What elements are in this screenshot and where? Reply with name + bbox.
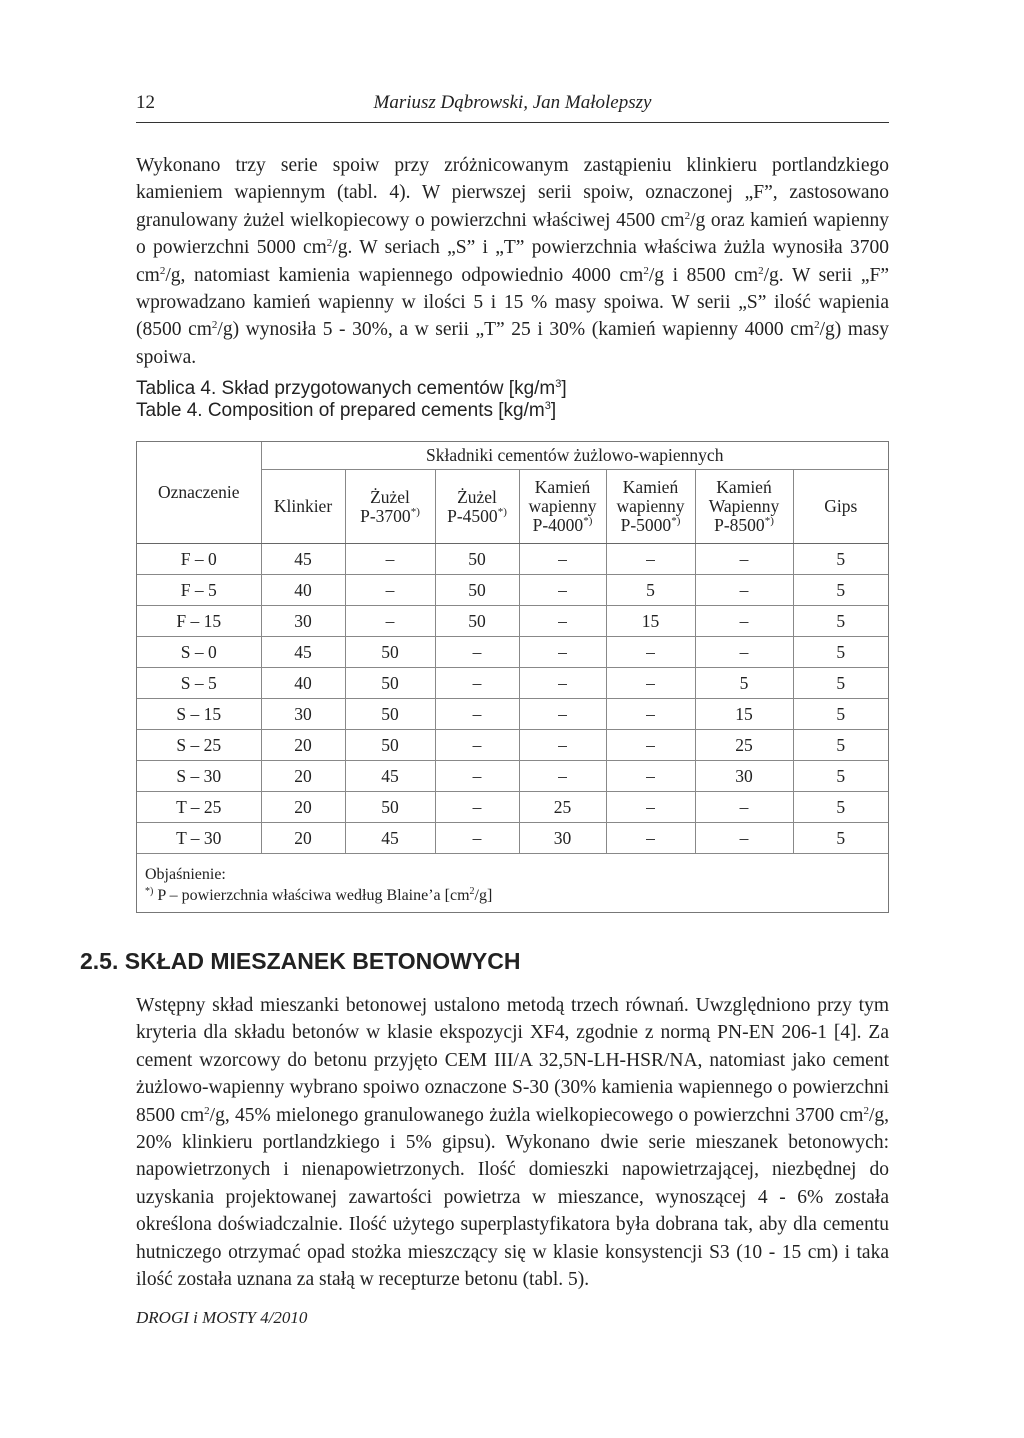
table-cell: –: [695, 606, 793, 637]
group-header: Składniki cementów żużlowo-wapiennych: [261, 442, 888, 470]
table-row: [137, 792, 888, 823]
table-cell: –: [695, 637, 793, 668]
table-cell: –: [695, 544, 793, 575]
table-cell: –: [435, 761, 519, 792]
table-cell: F – 5: [137, 575, 261, 606]
table-cell: –: [606, 544, 695, 575]
table-notes: [145, 864, 492, 906]
table-cell: 5: [606, 575, 695, 606]
composition-table: [137, 442, 888, 854]
table-cell: S – 15: [137, 699, 261, 730]
table-caption-pl: Tablica 4. Skład przygotowanych cementów $[kg/m^3]$: [136, 378, 567, 399]
table-cell: –: [345, 606, 435, 637]
table-cell: 30: [261, 606, 345, 637]
table-cell: 5: [793, 606, 888, 637]
col-header-designation: Oznaczenie: [137, 442, 261, 544]
table-cell: S – 5: [137, 668, 261, 699]
table-cell: 20: [261, 761, 345, 792]
table-cell: 50: [435, 606, 519, 637]
table-cell: –: [606, 823, 695, 854]
table-cell: –: [345, 575, 435, 606]
table-cell: 25: [695, 730, 793, 761]
table-cell: S – 30: [137, 761, 261, 792]
journal-footer: DROGI i MOSTY 4/2010: [136, 1308, 308, 1327]
col-header-limestone-8500: Kamień Wapienny P-8500*): [695, 470, 793, 544]
table-row: [137, 575, 888, 606]
table-cell: T – 25: [137, 792, 261, 823]
table-cell: –: [435, 730, 519, 761]
table-cell: –: [519, 575, 606, 606]
page-number: 12: [136, 92, 155, 113]
body-paragraph: Wstępny skład mieszanki betonowej ustalono metodą trzech równań. Uwzględniono przy tym kryteria dla składu betonów w klasie ekspozycji XF4, zgodnie z normą PN-EN 206-1 [4]. Za cement wzorcowy do betonu przyjęto CEM III/A 32,5N-LH-HSR/NA, natomiast jako cement żużlowo-wapienny wybrano spoiwo oznaczone S-30 (30% kamienia wapiennego o powierzchni 8500 $cm^2/g$, 45% mielonego granulowanego żużla wielkopiecowego o powierzchni 3700 $cm^2/g$, 20% klinkieru portlandzkiego i 5% gipsu). Wykonano dwie serie mieszanek betonowych: napowietrzonych i nienapowietrzonych. Ilość domieszki napowietrzającej, niezbędnej do uzyskania projektowanej zawartości powietrza w mieszance, wynoszącej 4 - 6% została określona doświadczalnie. Ilość użytego superplastyfikatora była dobrana tak, aby dla cementu hutniczego otrzymać opad stożka mieszczący się w klasie konsystencji S3 (10 - 15 cm) i taka ilość została uznana za stałą w recepturze betonu (tabl. 5).: [136, 995, 890, 1291]
table-row: [137, 823, 888, 854]
table-cell: –: [435, 699, 519, 730]
table-cell: 5: [793, 792, 888, 823]
table-cell: –: [519, 606, 606, 637]
table-cell: 40: [261, 668, 345, 699]
table-cell: –: [606, 668, 695, 699]
intro-paragraph: Wykonano trzy serie spoiw przy zróżnicowanym zastąpieniu klinkieru portlandzkiego kamieniem wapiennym (tabl. 4). W pierwszej serii spoiw, oznaczonej „F”, zastosowano granulowany żużel wielkopiecowy o powierzchni właściwej 4500 $cm^2/g$ oraz kamień wapienny o powierzchni 5000 $cm^2/g$. W seriach „S” i „T” powierzchnia właściwa żużla wynosiła 3700 $cm^2/g$, natomiast kamienia wapiennego odpowiednio 4000 $cm^2/g$ i 8500 $cm^2/g$. W serii „F” wprowadzano kamień wapienny w ilości 5 i 15 % masy spoiwa. W serii „S” ilość wapienia (8500 $cm^2/g$) wynosiła 5 - 30%, a w serii „T” 25 i 30% (kamień wapienny 4000 $cm^2/g$) masy spoiwa.: [136, 155, 889, 368]
table-row: [137, 544, 888, 575]
table-cell: –: [606, 761, 695, 792]
table-cell: 30: [519, 823, 606, 854]
table-row: [137, 606, 888, 637]
table-cell: –: [519, 730, 606, 761]
table-cell: 40: [261, 575, 345, 606]
note-blaine: *) P – powierzchnia właściwa według Blaine’a $[cm^2/g]$: [145, 886, 493, 904]
table-cell: 50: [345, 637, 435, 668]
table-cell: –: [435, 823, 519, 854]
running-header-authors: Mariusz Dąbrowski, Jan Małolepszy: [373, 92, 652, 113]
col-header-slag-3700: Żużel P-3700*): [345, 470, 435, 544]
table-cell: 15: [606, 606, 695, 637]
table-cell: F – 15: [137, 606, 261, 637]
table-cell: –: [606, 792, 695, 823]
table-cell: –: [519, 637, 606, 668]
col-header-clinker: Klinkier: [261, 470, 345, 544]
table-cell: –: [519, 544, 606, 575]
table-cell: –: [695, 792, 793, 823]
notes-title: Objaśnienie:: [145, 866, 226, 883]
table-cell: 5: [793, 730, 888, 761]
col-header-limestone-5000: Kamień wapienny P-5000*): [606, 470, 695, 544]
table-cell: 45: [261, 637, 345, 668]
table-row: [137, 668, 888, 699]
table-caption-en: Table 4. Composition of prepared cements $[kg/m^3]$: [136, 400, 557, 421]
table-cell: 30: [695, 761, 793, 792]
table-cell: 45: [345, 823, 435, 854]
table-cell: 50: [435, 544, 519, 575]
table-cell: –: [606, 699, 695, 730]
table-cell: 20: [261, 823, 345, 854]
table-cell: S – 0: [137, 637, 261, 668]
table-cell: 5: [793, 637, 888, 668]
table-row: [137, 637, 888, 668]
table-cell: 45: [261, 544, 345, 575]
table-cell: –: [695, 575, 793, 606]
table-row: [137, 730, 888, 761]
composition-table-frame: [136, 441, 889, 913]
section-heading: 2.5. SKŁAD MIESZANEK BETONOWYCH: [80, 948, 521, 974]
table-cell: –: [519, 761, 606, 792]
table-cell: –: [606, 637, 695, 668]
table-cell: 5: [793, 544, 888, 575]
table-row: [137, 761, 888, 792]
table-cell: 50: [345, 668, 435, 699]
table-cell: –: [435, 792, 519, 823]
table-cell: –: [345, 544, 435, 575]
table-cell: 25: [519, 792, 606, 823]
running-header: [136, 92, 889, 124]
table-cell: 5: [695, 668, 793, 699]
table-cell: S – 25: [137, 730, 261, 761]
table-cell: 5: [793, 761, 888, 792]
table-cell: 20: [261, 730, 345, 761]
table-cell: –: [519, 668, 606, 699]
table-cell: –: [519, 699, 606, 730]
table-cell: 15: [695, 699, 793, 730]
col-header-gypsum: Gips: [793, 470, 888, 544]
table-cell: 50: [345, 792, 435, 823]
table-cell: –: [435, 668, 519, 699]
header-rule: [136, 122, 889, 123]
table-row: [137, 699, 888, 730]
table-cell: –: [695, 823, 793, 854]
table-cell: 5: [793, 668, 888, 699]
table-cell: 5: [793, 575, 888, 606]
table-cell: 50: [345, 699, 435, 730]
col-header-slag-4500: Żużel P-4500*): [435, 470, 519, 544]
table-cell: 45: [345, 761, 435, 792]
table-cell: –: [435, 637, 519, 668]
table-cell: 50: [345, 730, 435, 761]
table-cell: 5: [793, 699, 888, 730]
table-cell: –: [606, 730, 695, 761]
table-cell: T – 30: [137, 823, 261, 854]
table-cell: 5: [793, 823, 888, 854]
col-header-limestone-4000: Kamień wapienny P-4000*): [519, 470, 606, 544]
table-cell: 20: [261, 792, 345, 823]
table-cell: 50: [435, 575, 519, 606]
table-cell: 30: [261, 699, 345, 730]
table-cell: F – 0: [137, 544, 261, 575]
